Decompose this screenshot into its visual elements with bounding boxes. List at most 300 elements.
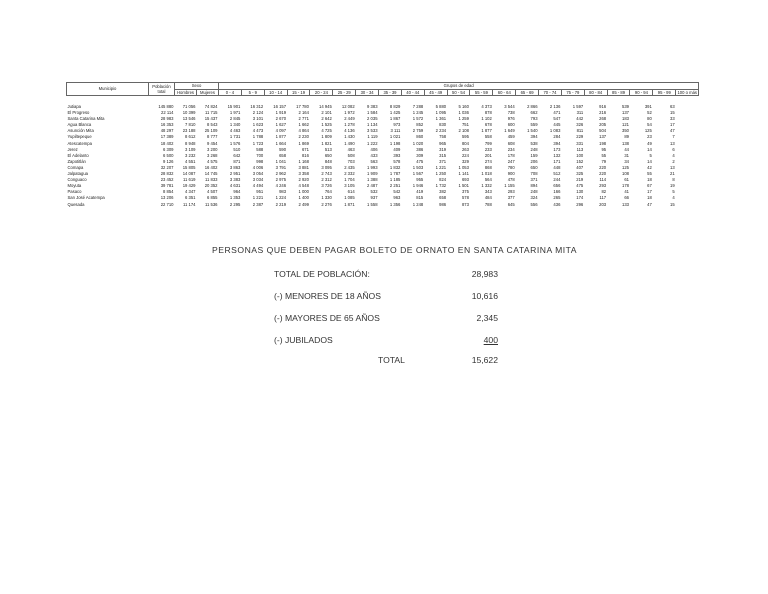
table-cell: 145 880 (158, 104, 174, 109)
table-cell: 860 (416, 134, 424, 140)
table-cell: 1 248 (412, 201, 424, 207)
table-cell: 233 (484, 146, 492, 152)
table-cell: 159 (530, 152, 538, 158)
table-cell: 9 454 (207, 140, 218, 146)
table-cell: 174 (576, 195, 584, 201)
table-cell: 852 (416, 122, 424, 128)
menores-value: 10,616 (471, 291, 498, 301)
table-cell: 419 (416, 189, 424, 195)
table-cell: 758 (439, 134, 447, 140)
table-cell: 2 642 (321, 116, 332, 122)
table-cell: 595 (461, 134, 469, 140)
hombres-header: Hombres (175, 89, 197, 96)
table-cell: 1 821 (321, 140, 332, 146)
table-cell: 4 507 (207, 189, 218, 195)
table-cell: 11 174 (183, 201, 196, 207)
table-cell: 8 854 (163, 189, 174, 195)
table-cell: 23 (647, 134, 652, 140)
table-cell: 2 435 (344, 164, 355, 170)
table-cell: 3 881 (298, 164, 309, 170)
table-cell: 8 777 (207, 134, 218, 140)
table-cell: 234 (507, 146, 515, 152)
table-cell: 1 000 (298, 189, 309, 195)
table-cell: 1 972 (344, 110, 355, 116)
table-cell: 137 (599, 134, 607, 140)
age-group-header: 45 - 49 (424, 89, 447, 96)
table-cell: 1 332 (481, 183, 492, 189)
table-cell: 508 (347, 152, 355, 158)
table-cell: 564 (484, 177, 492, 183)
table-cell: 171 (553, 158, 561, 164)
table-cell: 8 829 (389, 104, 401, 109)
table-cell: 963 (393, 195, 401, 201)
table-cell: 1 222 (367, 140, 378, 146)
table-cell: 95 (601, 146, 607, 152)
age-group-header: 35 - 39 (379, 89, 402, 96)
table-cell: 284 (553, 134, 561, 140)
table-cell: 1 018 (481, 171, 492, 177)
table-cell: 1 095 (435, 110, 447, 116)
table-cell: 590 (279, 146, 287, 152)
municipio-name: El Adelanto (67, 152, 89, 158)
table-cell: 4 463 (229, 128, 241, 134)
table-cell: 22 710 (160, 201, 174, 207)
table-cell: 219 (576, 177, 584, 183)
table-cell: 13 (670, 164, 675, 170)
age-group-header: 80 - 84 (584, 89, 607, 96)
age-group-header: 25 - 29 (333, 89, 356, 96)
municipio-name: San José Acatempa (67, 195, 105, 201)
table-cell: 848 (324, 158, 332, 164)
table-cell: 1 877 (481, 128, 492, 134)
table-cell: 1 877 (275, 134, 287, 140)
table-cell: 614 (347, 189, 355, 195)
table-cell: 2 230 (298, 134, 309, 140)
table-cell: 55 (647, 171, 652, 177)
table-cell: 2 295 (229, 201, 241, 207)
age-group-header: 100 o más (677, 89, 698, 95)
table-cell: 538 (530, 140, 538, 146)
table-cell: 1 832 (389, 164, 401, 170)
table-body (67, 96, 699, 208)
table-cell: 4 631 (229, 183, 241, 189)
total-value: 15,622 (471, 355, 498, 365)
table-cell: 556 (530, 201, 538, 207)
table-cell: 510 (233, 146, 241, 152)
table-cell: 293 (599, 183, 607, 189)
table-cell: 459 (507, 134, 515, 140)
table-cell: 66 (624, 195, 629, 201)
table-cell: 1 662 (298, 122, 309, 128)
table-cell: 2 312 (321, 177, 332, 183)
table-cell: 788 (484, 201, 492, 207)
table-cell: 6 309 (163, 146, 174, 152)
table-cell: 152 (576, 158, 584, 164)
table-cell: 650 (324, 152, 332, 158)
table-cell: 1 425 (389, 110, 401, 116)
table-cell: 512 (553, 171, 561, 177)
table-cell: 2 759 (412, 128, 424, 134)
table-cell: 4 575 (207, 158, 218, 164)
table-cell: 44 (624, 146, 629, 152)
municipio-name: Jalpatagua (67, 171, 88, 177)
table-cell: 309 (416, 152, 424, 158)
table-cell: 868 (484, 164, 492, 170)
table-cell: 2 276 (321, 201, 332, 207)
table-cell: 1 388 (367, 177, 378, 183)
table-cell: 1 278 (344, 122, 355, 128)
population-table (66, 82, 699, 208)
table-cell: 542 (393, 189, 401, 195)
table-cell: 873 (461, 201, 469, 207)
table-cell: 324 (530, 195, 538, 201)
age-group-header: 50 - 54 (447, 89, 470, 96)
table-cell: 7 288 (412, 104, 424, 109)
table-cell: 4 136 (344, 128, 355, 134)
table-cell: 1 809 (321, 134, 332, 140)
table-cell: 15 805 (182, 164, 196, 170)
table-cell: 1 221 (435, 164, 447, 170)
table-cell: 1 971 (229, 110, 241, 116)
table-cell: 205 (599, 122, 607, 128)
table-cell: 7 810 (185, 122, 196, 128)
table-cell: 1 558 (367, 201, 378, 207)
table-cell: 878 (484, 110, 492, 116)
table-cell: 28 983 (160, 116, 174, 122)
table-cell: 5 (649, 152, 652, 158)
table-cell: 3 533 (367, 128, 378, 134)
table-cell: 247 (507, 158, 515, 164)
table-cell: 658 (439, 195, 447, 201)
municipio-name: Zapotitlán (67, 158, 86, 164)
table-cell: 1 224 (275, 195, 287, 201)
table-cell: 178 (621, 183, 629, 189)
table-cell: 799 (484, 140, 492, 146)
table-cell: 31 (624, 152, 629, 158)
age-group-header: 90 - 94 (630, 89, 653, 96)
table-cell: 6 351 (185, 195, 196, 201)
table-cell: 244 (553, 177, 561, 183)
municipio-name: Moyuta (67, 183, 82, 189)
table-cell: 4 473 (252, 128, 264, 134)
total-label: TOTAL (378, 355, 405, 365)
table-cell: 8 948 (185, 140, 196, 146)
table-cell: 894 (530, 183, 538, 189)
table-cell: 8 (672, 177, 675, 183)
mayores-value: 2,345 (476, 313, 498, 323)
table-cell: 1 649 (504, 128, 515, 134)
table-cell: 2 108 (458, 128, 469, 134)
table-cell: 375 (461, 189, 469, 195)
age-group-header: 70 - 74 (539, 89, 562, 96)
table-cell: 13 546 (182, 116, 196, 122)
table-cell: 1 993 (367, 164, 378, 170)
table-cell: 700 (256, 152, 264, 158)
municipio-name: Jerez (67, 146, 78, 152)
table-cell: 1 597 (572, 104, 584, 109)
table-cell: 1 250 (435, 171, 447, 177)
table-cell: 13 (670, 140, 675, 146)
municipio-name: Santa Catarina Mita (67, 116, 105, 122)
table-cell: 343 (484, 189, 492, 195)
table-cell: 3 101 (252, 116, 264, 122)
table-cell: 4 373 (481, 104, 492, 109)
table-cell: 1 353 (229, 195, 241, 201)
table-cell: 2 219 (275, 201, 287, 207)
table-cell: 1 584 (367, 110, 378, 116)
table-cell: 16 353 (160, 122, 174, 128)
table-cell: 3 544 (504, 104, 515, 109)
table-cell: 49 (647, 140, 652, 146)
table-cell: 3 105 (344, 183, 355, 189)
table-cell: 1 788 (252, 134, 264, 140)
table-cell: 71 056 (182, 104, 196, 109)
table-cell: 916 (599, 104, 607, 109)
table-cell: 41 (624, 189, 629, 195)
table-cell: 274 (484, 158, 492, 164)
table-cell: 1 572 (412, 116, 424, 122)
jubilados-row (0, 335, 768, 347)
table-cell: 645 (507, 201, 515, 207)
table-cell: 4 (672, 152, 675, 158)
table-cell: 17 780 (296, 104, 309, 109)
table-cell: 8 612 (185, 134, 196, 140)
table-cell: 315 (439, 152, 447, 158)
table-cell: 1 221 (252, 195, 264, 201)
table-cell: 1 085 (344, 195, 355, 201)
table-cell: 1 400 (298, 195, 309, 201)
table-cell: 738 (507, 110, 515, 116)
table-cell: 2 035 (367, 116, 378, 122)
table-cell: 39 781 (160, 183, 174, 189)
table-cell: 965 (439, 140, 447, 146)
table-cell: 1 340 (229, 122, 241, 128)
table-cell: 2 743 (321, 171, 332, 177)
summary-title: PERSONAS QUE DEBEN PAGAR BOLETO DE ORNATO EN SANTA CATARINA MITA (212, 245, 577, 255)
table-cell: 4 (672, 195, 675, 201)
table-cell: 4 347 (185, 189, 196, 195)
table-cell: 3 863 (229, 164, 241, 170)
table-cell: 13 206 (160, 195, 174, 201)
table-cell: 10 399 (182, 110, 196, 116)
table-cell: 1 627 (275, 122, 287, 128)
table-cell: 2 449 (344, 116, 355, 122)
table-cell: 2 962 (275, 171, 287, 177)
table-cell: 67 (647, 183, 652, 189)
table-cell: 976 (507, 116, 515, 122)
table-cell: 871 (233, 158, 241, 164)
table-cell: 504 (599, 128, 607, 134)
table-cell: 693 (461, 177, 469, 183)
municipio-header: Municipio (67, 83, 149, 96)
table-cell: 1 430 (344, 134, 355, 140)
table-cell: 224 (461, 152, 469, 158)
table-cell: 2 332 (344, 171, 355, 177)
table-cell: 2 (672, 158, 675, 164)
table-cell: 1 361 (435, 116, 447, 122)
municipio-name: Atescatempa (67, 140, 92, 146)
total-poblacion-label: TOTAL DE POBLACIÓN: (274, 269, 370, 279)
table-cell: 371 (439, 158, 447, 164)
table-cell: 532 (370, 189, 378, 195)
table-cell: 406 (370, 146, 378, 152)
table-cell: 703 (347, 158, 355, 164)
table-cell: 539 (621, 104, 629, 109)
poblacion-header: Población total (149, 83, 175, 96)
table-cell: 55 (601, 152, 607, 158)
table-cell: 2 164 (298, 110, 309, 116)
age-group-header: 40 - 44 (401, 89, 424, 96)
table-cell: 23 188 (182, 128, 196, 134)
table-cell: 558 (484, 134, 492, 140)
table-cell: 442 (576, 116, 584, 122)
table-cell: 671 (301, 146, 309, 152)
table-cell: 28 832 (160, 171, 174, 177)
table-cell: 678 (484, 122, 492, 128)
municipio-name: El Progreso (67, 110, 90, 116)
table-cell: 563 (370, 158, 378, 164)
table-cell: 17 (670, 122, 675, 128)
table-cell: 198 (599, 140, 607, 146)
table-cell: 117 (599, 195, 607, 201)
table-cell: 1 119 (367, 134, 378, 140)
table-cell: 382 (439, 189, 447, 195)
table-cell: 3 034 (252, 177, 264, 183)
table-cell: 201 (484, 152, 492, 158)
municipio-name: Pasaco (67, 189, 82, 195)
table-cell: 19 429 (182, 183, 196, 189)
table-cell: 113 (576, 146, 584, 152)
table-header (67, 83, 699, 96)
table-cell: 463 (347, 146, 355, 152)
table-cell: 74 824 (204, 104, 218, 109)
table-cell: 608 (507, 140, 515, 146)
table-cell: 132 (553, 152, 561, 158)
table-cell: 14 (647, 158, 652, 164)
table-cell: 811 (576, 128, 584, 134)
table-cell: 433 (370, 152, 378, 158)
table-cell: 17 389 (160, 134, 174, 140)
table-cell: 1 704 (344, 177, 355, 183)
table-cell: 484 (484, 195, 492, 201)
table-cell: 3 109 (185, 146, 196, 152)
table-cell: 1 102 (481, 116, 492, 122)
table-cell: 14 945 (319, 104, 332, 109)
table-cell: 1 540 (527, 128, 538, 134)
table-cell: 983 (279, 189, 287, 195)
table-cell: 23 452 (160, 177, 174, 183)
table-cell: 475 (576, 183, 584, 189)
table-cell: 2 234 (435, 128, 447, 134)
municipio-name: Agua Blanca (67, 122, 92, 128)
table-cell: 16 157 (273, 104, 287, 109)
table-cell: 16 402 (204, 164, 218, 170)
table-cell: 11 833 (205, 177, 218, 183)
table-cell: 2 670 (275, 116, 287, 122)
table-cell: 14 (647, 146, 652, 152)
table-cell: 1 909 (367, 171, 378, 177)
table-cell: 1 946 (412, 183, 424, 189)
table-cell: 12 082 (341, 104, 355, 109)
table-cell: 377 (507, 195, 515, 201)
table-cell: 1 245 (412, 110, 424, 116)
table-cell: 3 232 (185, 152, 196, 158)
table-cell: 34 (624, 158, 629, 164)
table-cell: 3 383 (229, 177, 241, 183)
table-cell: 2 845 (229, 116, 241, 122)
table-cell: 42 (647, 164, 652, 170)
age-group-header: 95 - 99 (653, 89, 676, 96)
table-cell: 2 975 (275, 177, 287, 183)
table-cell: 1 576 (229, 140, 241, 146)
table-cell: 815 (416, 195, 424, 201)
municipio-name: Jutiapa (67, 104, 82, 109)
table-cell: 265 (553, 195, 561, 201)
sexo-header: Sexo (175, 83, 219, 90)
table-cell: 325 (576, 171, 584, 177)
age-group-header: 20 - 24 (310, 89, 333, 96)
table-cell: 125 (644, 128, 652, 134)
table-cell: 650 (530, 164, 538, 170)
table-cell: 391 (644, 104, 652, 109)
table-cell: 1 168 (298, 158, 309, 164)
table-cell: 203 (599, 201, 607, 207)
table-cell: 386 (416, 146, 424, 152)
table-cell: 9 126 (163, 158, 174, 164)
table-cell: 268 (599, 116, 607, 122)
table-cell: 1 623 (252, 122, 264, 128)
mayores-label: (-) MAYORES DE 65 AÑOS (274, 313, 380, 323)
table-cell: 1 664 (275, 140, 287, 146)
table-cell: 9 383 (367, 104, 378, 109)
table-cell: 2 951 (229, 171, 241, 177)
table-cell: 547 (553, 116, 561, 122)
table-cell: 2 136 (549, 104, 561, 109)
table-cell: 1 020 (412, 140, 424, 146)
table-cell: 951 (256, 189, 264, 195)
table-cell: 2 387 (252, 201, 264, 207)
table-cell: 220 (599, 164, 607, 170)
table-cell: 20 352 (204, 183, 218, 189)
table-cell: 80 (647, 116, 652, 122)
total-row (0, 355, 768, 367)
table-cell: 4 548 (298, 183, 309, 189)
table-cell: 1 525 (321, 122, 332, 128)
table-cell: 394 (553, 140, 561, 146)
table-cell: 326 (576, 122, 584, 128)
table-cell: 48 297 (160, 128, 174, 134)
table-cell: 11 536 (205, 201, 218, 207)
table-cell: 3 268 (207, 152, 218, 158)
table-cell: 804 (461, 140, 469, 146)
table-cell: 137 (621, 110, 629, 116)
table-cell: 1 356 (389, 201, 401, 207)
table-cell: 1 053 (458, 164, 469, 170)
table-cell: 4 494 (252, 183, 264, 189)
table-cell: 6 855 (207, 195, 218, 201)
table-cell: 588 (256, 146, 264, 152)
table-cell: 18 402 (160, 140, 174, 146)
menores-row (0, 291, 768, 303)
table-cell: 33 (670, 116, 675, 122)
total-poblacion-row (0, 269, 768, 281)
table-cell: 22 114 (161, 110, 174, 116)
table-cell: 478 (507, 177, 515, 183)
table-cell: 1 198 (389, 140, 401, 146)
table-cell: 6 500 (163, 152, 174, 158)
table-cell: 793 (530, 116, 538, 122)
mayores-row (0, 313, 768, 325)
